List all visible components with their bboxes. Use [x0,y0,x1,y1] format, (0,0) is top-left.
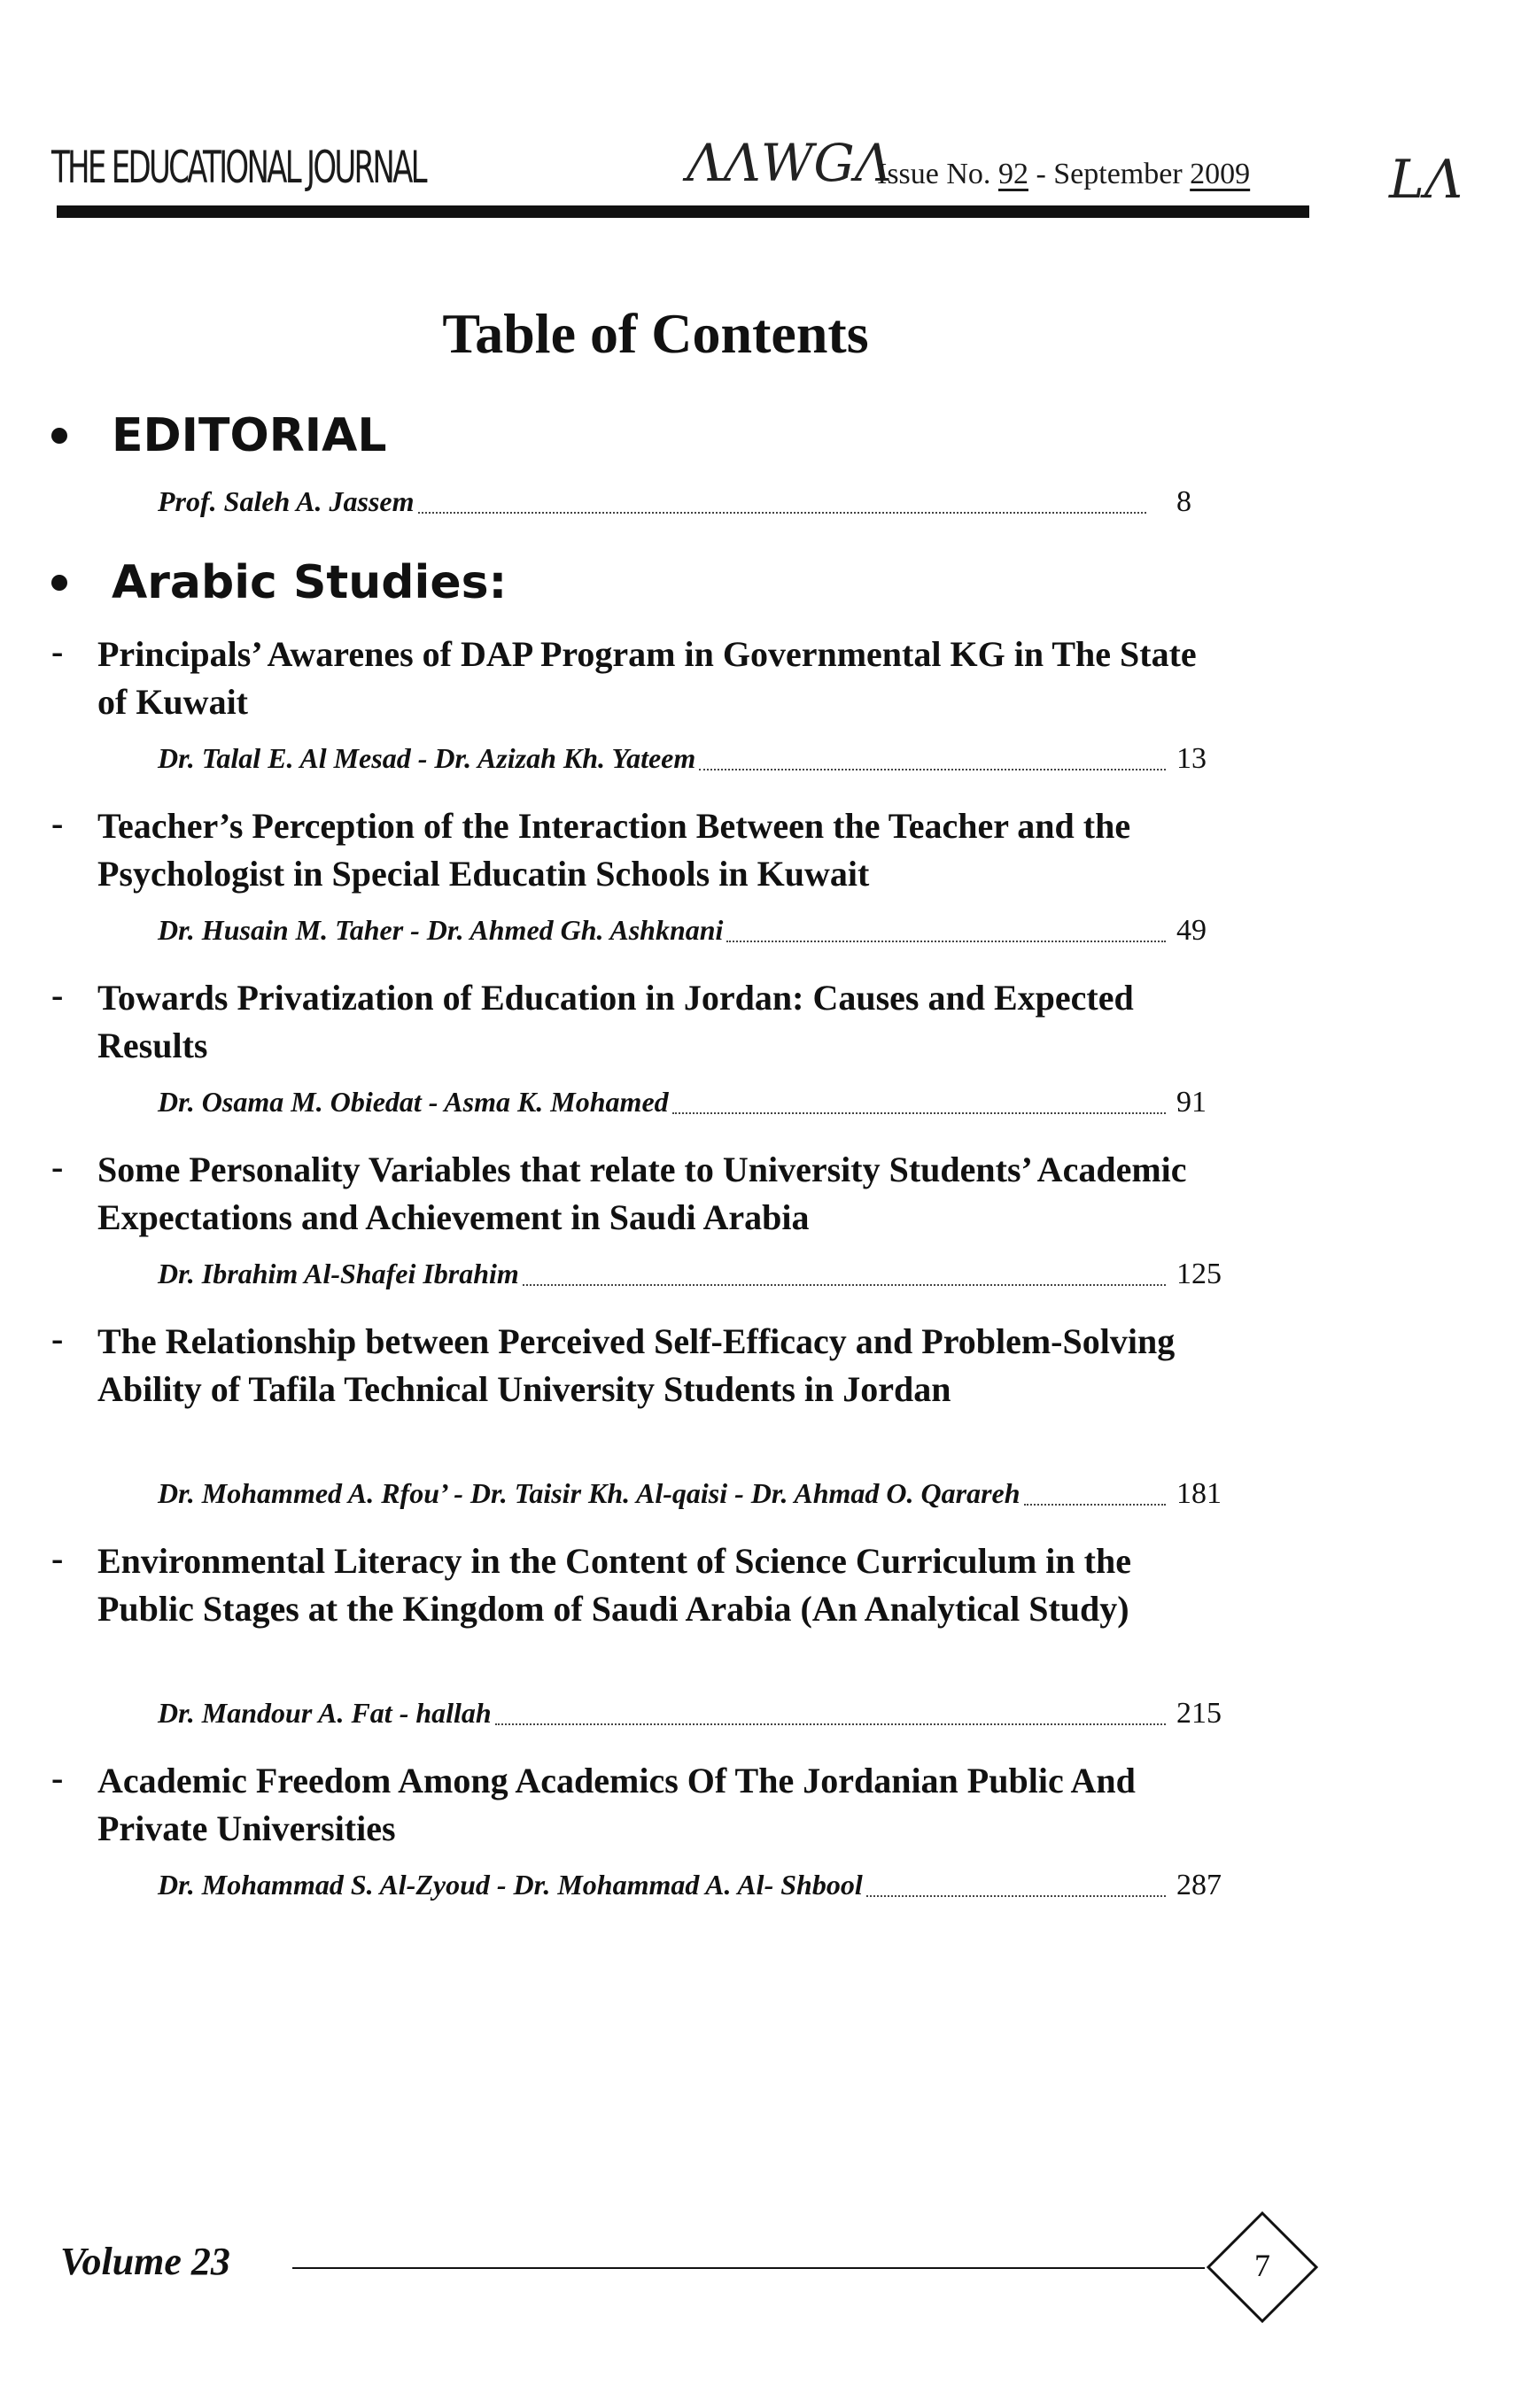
section-editorial-label: EDITORIAL [112,409,387,462]
corner-mark: LΛ [1389,149,1463,211]
dot-leader [418,491,1147,514]
entry-authors: Dr. Mohammed A. Rfou’ - Dr. Taisir Kh. Al-qaisi - Dr. Ahmad O. Qarareh [158,1477,1020,1509]
toc-entry[interactable] [51,1537,1238,1633]
toc-entry[interactable] [51,1757,1238,1853]
entry-authors: Dr. Ibrahim Al-Shafei Ibrahim [158,1258,519,1289]
entry-authors: Prof. Saleh A. Jassem [158,485,415,517]
article-title: Towards Privatization of Education in Jordan: Causes and Expected Results [97,978,1134,1065]
entry-authors: Dr. Talal E. Al Mesad - Dr. Azizah Kh. Yateem [158,742,696,774]
dot-leader [1024,1483,1166,1506]
author-row[interactable] [158,1869,1238,1904]
footer-rule [292,2267,1205,2269]
entry-authors: Dr. Mandour A. Fat - hallah [158,1697,492,1729]
dot-leader [866,1874,1166,1897]
entry-dash: - [51,1147,64,1187]
header-rule [57,205,1309,218]
author-row[interactable] [158,914,1238,949]
toc-entry[interactable] [51,1318,1238,1413]
entry-page-number: 91 [1176,1086,1207,1119]
entry-page-number: 181 [1176,1477,1222,1510]
toc-entry[interactable] [51,802,1238,898]
author-row[interactable] [158,742,1238,778]
bullet-icon [51,575,67,591]
entry-authors: Dr. Mohammad S. Al-Zyoud - Dr. Mohammad A. Al- Shbool [158,1869,863,1901]
issue-line [877,158,1250,191]
issue-separator: - [1036,158,1046,190]
toc-entry[interactable] [51,1146,1238,1242]
entry-dash: - [51,975,64,1015]
entry-page-number: 13 [1176,742,1207,775]
entry-authors: Dr. Husain M. Taher - Dr. Ahmed Gh. Ashknani [158,914,724,946]
toc-entry[interactable] [51,974,1238,1070]
section-arabic-studies [51,556,507,609]
footer-page-number: 7 [1254,2248,1270,2283]
author-row[interactable] [158,1477,1238,1513]
journal-title: THE EDUCATIONAL JOURNAL [51,142,425,193]
issue-year: 2009 [1190,158,1251,190]
dot-leader [523,1263,1166,1286]
issue-label: Issue No. [877,158,991,190]
entry-dash: - [51,1538,64,1578]
entry-page-number: 125 [1176,1258,1222,1290]
page-title: Table of Contents [442,302,869,365]
author-row[interactable] [158,1697,1238,1732]
article-title: Academic Freedom Among Academics Of The Jordanian Public And Private Universities [97,1761,1136,1848]
article-title: The Relationship between Perceived Self-Efficacy and Problem-Solving Ability of Tafila Technical University Students in Jordan [97,1321,1176,1409]
entry-dash: - [51,803,64,843]
author-row[interactable] [158,1086,1238,1121]
volume-label: Volume 23 [60,2240,230,2283]
author-row[interactable] [158,1258,1238,1293]
dot-leader [672,1091,1166,1114]
section-arabic-label: Arabic Studies: [112,556,508,609]
entry-page-number: 287 [1176,1869,1222,1901]
handwritten-code: ΛΛWGΛ [687,133,892,193]
entry-page-number: 8 [1176,485,1191,518]
entry-dash: - [51,631,64,671]
section-editorial [51,409,386,462]
dot-leader [699,747,1166,770]
editorial-entry[interactable] [158,485,1238,521]
entry-page-number: 215 [1176,1697,1222,1730]
article-title: Principals’ Awarenes of DAP Program in Governmental KG in The State of Kuwait [97,634,1197,722]
toc-entry[interactable] [51,631,1238,726]
entry-dash: - [51,1758,64,1798]
article-title: Some Personality Variables that relate to University Students’ Academic Expectations and Achievement in Saudi Arabia [97,1150,1187,1237]
issue-month: September [1053,158,1183,190]
bullet-icon [51,428,67,444]
article-title: Environmental Literacy in the Content of Science Curriculum in the Public Stages at the Kingdom of Saudi Arabia (An Analytical Study) [97,1541,1131,1629]
dot-leader [495,1702,1166,1725]
page-number-badge [1205,2210,1320,2325]
dot-leader [726,919,1166,942]
issue-number: 92 [997,158,1028,190]
entry-authors: Dr. Osama M. Obiedat - Asma K. Mohamed [158,1086,669,1118]
article-title: Teacher’s Perception of the Interaction Between the Teacher and the Psychologist in Special Educatin Schools in Kuwait [97,806,1131,894]
entry-dash: - [51,1319,64,1359]
entry-page-number: 49 [1176,914,1207,947]
